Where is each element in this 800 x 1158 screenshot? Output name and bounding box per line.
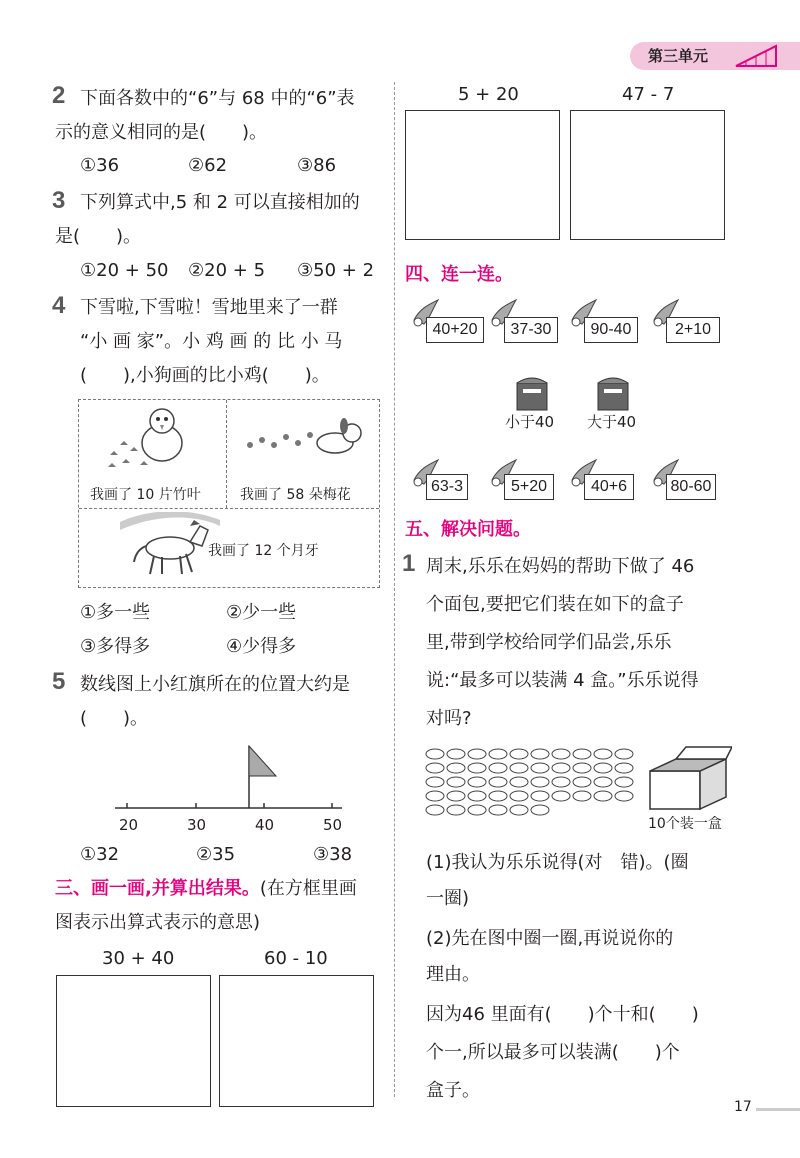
- expression-card-top[interactable]: 37-30: [504, 317, 558, 343]
- answer-line3[interactable]: 盒子。: [426, 1080, 480, 1101]
- bread-icon: [426, 791, 444, 801]
- mailbox-left-label[interactable]: 小于40: [505, 413, 555, 431]
- bread-icon: [615, 791, 633, 801]
- ruler-icon: [732, 44, 782, 68]
- expression-card-top[interactable]: 90-40: [584, 317, 638, 343]
- section-5-heading: 五、解决问题。: [405, 519, 531, 540]
- section-4-heading: 四、连一连。: [405, 264, 513, 285]
- bread-icon: [468, 763, 486, 773]
- q4-option-2[interactable]: ②少一些: [226, 602, 297, 623]
- tick-label: 40: [255, 816, 275, 834]
- bread-icon: [447, 791, 465, 801]
- drawing-box[interactable]: [405, 110, 560, 240]
- page-number: 17: [734, 1099, 752, 1115]
- q4-option-3[interactable]: ③多得多: [80, 636, 151, 657]
- q2-line2: 示的意义相同的是( )。: [55, 122, 268, 143]
- q3-option-1[interactable]: ①20 + 50: [80, 260, 169, 281]
- bread-icon: [489, 791, 507, 801]
- bread-icon: [447, 777, 465, 787]
- bread-icon: [552, 777, 570, 787]
- tick-label: 20: [119, 816, 139, 834]
- bread-icon: [531, 791, 549, 801]
- question-number: 5: [52, 668, 66, 695]
- question-number: 1: [402, 550, 416, 577]
- bread-icon: [447, 805, 465, 815]
- q5-option-2[interactable]: ②35: [196, 844, 236, 865]
- q2-option-1[interactable]: ①36: [80, 155, 120, 176]
- question-number: 3: [52, 187, 66, 214]
- bread-icon: [468, 805, 486, 815]
- tick-label: 50: [323, 816, 343, 834]
- question-number: 2: [52, 82, 66, 109]
- tick-label: 30: [187, 816, 207, 834]
- section-3-line2: 图表示出算式表示的意思): [55, 912, 261, 933]
- expression-card-bottom[interactable]: 5+20: [504, 474, 554, 500]
- q5-option-1[interactable]: ①32: [80, 844, 120, 865]
- problem-line3: 里,带到学校给同学们品尝,乐乐: [426, 632, 672, 653]
- bread-icon: [426, 777, 444, 787]
- q4-line3: ( ),小狗画的比小鸡( )。: [80, 365, 330, 386]
- expression-card-bottom[interactable]: 80-60: [666, 474, 716, 500]
- bread-icon: [468, 791, 486, 801]
- bread-icon: [426, 763, 444, 773]
- bread-icon: [510, 749, 528, 759]
- bread-icon: [426, 805, 444, 815]
- question-number: 4: [52, 292, 66, 319]
- box-caption: 10个装一盒: [648, 816, 722, 832]
- mailbox-icon: [596, 375, 630, 411]
- q2-option-3[interactable]: ③86: [297, 155, 337, 176]
- expression-card-bottom[interactable]: 40+6: [584, 474, 634, 500]
- q4-line1: 下雪啦,下雪啦！雪地里来了一群: [80, 297, 338, 318]
- answer-line2[interactable]: 个一,所以最多可以装满( )个: [426, 1042, 680, 1063]
- bread-icon: [447, 763, 465, 773]
- bread-icon: [510, 805, 528, 815]
- bread-icon: [531, 805, 549, 815]
- drawing-box[interactable]: [570, 110, 725, 240]
- flag-icon: [249, 746, 276, 776]
- q4-option-4[interactable]: ④少得多: [226, 636, 297, 657]
- bread-icon: [552, 791, 570, 801]
- drawing-box[interactable]: [56, 975, 211, 1107]
- sub-question-1a: (1)我认为乐乐说得(对 错)。(圈: [426, 852, 689, 873]
- expression-card-top[interactable]: 40+20: [426, 317, 484, 343]
- problem-line2: 个面包,要把它们装在如下的盒子: [426, 594, 684, 615]
- sub-question-1b: 一圈): [426, 888, 470, 909]
- bread-icon: [573, 791, 591, 801]
- bread-icon: [615, 777, 633, 787]
- bread-icon: [594, 791, 612, 801]
- frame-divider: [79, 508, 379, 509]
- column-divider: [394, 82, 395, 1097]
- q2-line1: 下面各数中的“6”与 68 中的“6”表: [80, 88, 355, 109]
- bread-icon: [426, 749, 444, 759]
- horse-illustration: [120, 512, 220, 578]
- q5-line1: 数线图上小红旗所在的位置大约是: [80, 674, 350, 695]
- bread-icon: [468, 777, 486, 787]
- answer-line1[interactable]: 因为46 里面有( )个十和( ): [426, 1004, 699, 1025]
- bread-icon: [573, 749, 591, 759]
- expression-card-bottom[interactable]: 63-3: [426, 474, 468, 500]
- problem-line4: 说:“最多可以装满 4 盒。”乐乐说得: [426, 670, 699, 691]
- bread-icon: [489, 805, 507, 815]
- q3-line1: 下列算式中,5 和 2 可以直接相加的: [80, 192, 360, 213]
- q3-option-2[interactable]: ②20 + 5: [188, 260, 266, 281]
- bread-icon: [552, 749, 570, 759]
- footer-bar: [756, 1108, 800, 1111]
- problem-line5: 对吗?: [426, 708, 472, 729]
- unit-label-banner: [630, 42, 800, 70]
- bread-icon: [573, 763, 591, 773]
- q3-line2: 是( )。: [55, 226, 142, 247]
- bread-icon: [510, 763, 528, 773]
- sub-question-2a: (2)先在图中圈一圈,再说说你的: [426, 928, 674, 949]
- bread-icon: [531, 777, 549, 787]
- q2-option-2[interactable]: ②62: [188, 155, 228, 176]
- bread-icon: [531, 763, 549, 773]
- bread-icon: [531, 749, 549, 759]
- sub-question-2b: 理由。: [426, 964, 480, 985]
- expression-label: 47 - 7: [622, 84, 675, 105]
- bread-icon: [447, 749, 465, 759]
- bread-rows-illustration: [424, 745, 644, 820]
- bread-icon: [510, 791, 528, 801]
- drawing-box[interactable]: [219, 975, 374, 1107]
- bread-icon: [489, 777, 507, 787]
- bread-icon: [594, 749, 612, 759]
- unit-label: 第三单元: [648, 47, 709, 65]
- bread-icon: [552, 763, 570, 773]
- mailbox-icon: [515, 375, 549, 411]
- bread-icon: [594, 763, 612, 773]
- expression-card-top[interactable]: 2+10: [666, 317, 720, 343]
- bread-icon: [510, 777, 528, 787]
- chick-caption: 我画了 10 片竹叶: [90, 487, 201, 503]
- frame-divider: [226, 400, 227, 508]
- dog-illustration: [240, 415, 370, 465]
- problem-line1: 周末,乐乐在妈妈的帮助下做了 46: [426, 556, 695, 577]
- dog-caption: 我画了 58 朵梅花: [240, 487, 351, 503]
- bread-icon: [615, 749, 633, 759]
- bread-icon: [594, 777, 612, 787]
- expression-label: 5 + 20: [458, 84, 519, 105]
- section-3-heading: 三、画一画,并算出结果。(在方框里画: [55, 878, 357, 899]
- q5-option-3[interactable]: ③38: [313, 844, 353, 865]
- q3-option-3[interactable]: ③50 + 2: [297, 260, 375, 281]
- expression-label: 30 + 40: [102, 948, 175, 969]
- bread-icon: [573, 777, 591, 787]
- bread-icon: [489, 763, 507, 773]
- number-line: [110, 740, 350, 820]
- q4-option-1[interactable]: ①多一些: [80, 602, 151, 623]
- q4-line2: “小 画 家”。小 鸡 画 的 比 小 马: [80, 331, 343, 352]
- chick-illustration: [100, 405, 210, 475]
- bread-icon: [615, 763, 633, 773]
- bread-icon: [489, 749, 507, 759]
- box-icon: [646, 745, 732, 813]
- mailbox-right-label[interactable]: 大于40: [587, 413, 637, 431]
- horse-caption: 我画了 12 个月牙: [208, 543, 319, 559]
- q5-line2: ( )。: [80, 708, 149, 729]
- bread-icon: [468, 749, 486, 759]
- expression-label: 60 - 10: [264, 948, 328, 969]
